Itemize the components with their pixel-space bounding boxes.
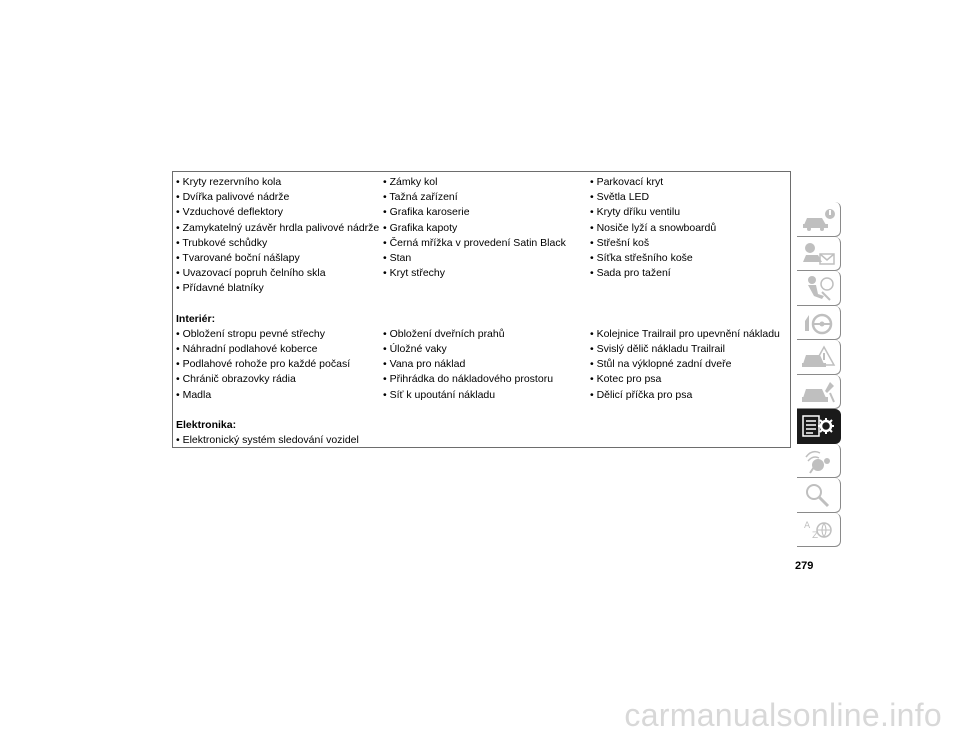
table-row	[176, 357, 790, 372]
specifications-gear-icon	[800, 412, 838, 440]
table-row	[176, 327, 790, 342]
interior-heading: Interiér:	[176, 312, 216, 325]
svg-text:A: A	[804, 520, 811, 531]
car-info-icon	[800, 205, 838, 233]
list-item: • Dělicí příčka pro psa	[590, 388, 693, 401]
table-row	[176, 251, 790, 266]
spacer	[176, 297, 790, 312]
list-item: • Vana pro náklad	[383, 358, 466, 371]
list-item: • Svislý dělič nákladu Trailrail	[590, 343, 725, 356]
list-item: • Přídavné blatníky	[176, 282, 264, 295]
list-item: • Kryty dříku ventilu	[590, 206, 681, 219]
table-row	[176, 281, 790, 296]
search-icon	[800, 481, 838, 509]
list-item: • Obložení dveřních prahů	[383, 327, 505, 340]
list-item: • Parkovací kryt	[590, 176, 664, 188]
list-item: • Chránič obrazovky rádia	[176, 373, 296, 386]
list-item: • Sada pro tažení	[590, 267, 671, 280]
tab-language[interactable]	[797, 513, 841, 548]
list-item: • Obložení stropu pevné střechy	[176, 327, 326, 340]
table-row	[176, 236, 790, 251]
language-icon	[800, 516, 838, 544]
table-row	[176, 342, 790, 357]
spacer	[176, 403, 790, 418]
electronics-heading: Elektronika:	[176, 419, 237, 431]
list-item: • Přihrádka do nákladového prostoru	[383, 373, 554, 386]
table-row	[176, 190, 790, 205]
accessories-list-box	[172, 171, 791, 448]
table-row	[176, 372, 790, 387]
watermark: carmanualsonline.info	[624, 697, 942, 733]
list-item: • Vzduchové deflektory	[176, 206, 283, 219]
tab-car-service[interactable]	[797, 375, 841, 410]
steering-wheel-icon	[800, 309, 838, 337]
tab-airbag-seat[interactable]	[797, 271, 841, 306]
list-item: • Kryt střechy	[383, 267, 446, 280]
list-item: • Grafika kapoty	[383, 221, 458, 234]
list-item: • Tažná zařízení	[383, 191, 458, 204]
list-item: • Úložné vaky	[383, 343, 447, 356]
list-item: • Náhradní podlahové koberce	[176, 343, 318, 356]
list-item: • Střešní koš	[590, 236, 650, 249]
svg-text:Z: Z	[812, 530, 819, 541]
car-service-icon	[800, 378, 838, 406]
tab-multimedia[interactable]	[797, 444, 841, 479]
list-item: • Trubkové schůdky	[176, 236, 268, 249]
chapter-tabs	[797, 202, 841, 547]
list-item	[383, 281, 590, 296]
table-row	[176, 266, 790, 281]
list-item: • Stůl na výklopné zadní dveře	[590, 358, 732, 371]
list-item: • Uvazovací popruh čelního skla	[176, 267, 326, 280]
tab-specifications[interactable]	[797, 409, 841, 444]
car-crash-icon	[800, 343, 838, 371]
list-item: • Kolejnice Trailrail pro upevnění nákladu	[590, 327, 780, 340]
multimedia-icon	[800, 447, 838, 475]
list-item: • Zámky kol	[383, 176, 438, 188]
list-item	[590, 281, 790, 296]
list-item: • Tvarované boční nášlapy	[176, 251, 300, 264]
list-item: • Madla	[176, 388, 212, 401]
car-message-icon	[800, 240, 838, 268]
list-item: • Elektronický systém sledování vozidel	[176, 434, 359, 447]
list-item: • Síť k upoutání nákladu	[383, 388, 496, 401]
list-item: • Dvířka palivové nádrže	[176, 191, 290, 204]
tab-search[interactable]	[797, 478, 841, 513]
table-row	[176, 433, 790, 448]
table-row	[176, 221, 790, 236]
list-item: • Grafika karoserie	[383, 206, 470, 219]
list-item: • Stan	[383, 251, 412, 264]
list-item: • Kotec pro psa	[590, 373, 662, 386]
list-item: • Nosiče lyží a snowboardů	[590, 221, 717, 234]
tab-car-crash[interactable]	[797, 340, 841, 375]
tab-car-info[interactable]	[797, 202, 841, 237]
list-item: • Zamykatelný uzávěr hrdla palivové nádrže	[176, 221, 380, 234]
page-number: 279	[795, 560, 814, 572]
tab-steering[interactable]	[797, 306, 841, 341]
tab-car-message[interactable]	[797, 237, 841, 272]
airbag-seat-icon	[800, 274, 838, 302]
list-item: • Síťka střešního koše	[590, 251, 693, 264]
table-row	[176, 388, 790, 403]
list-item: • Světla LED	[590, 191, 650, 204]
table-row	[176, 175, 790, 190]
list-item: • Černá mřížka v provedení Satin Black	[383, 236, 566, 249]
list-item: • Kryty rezervního kola	[176, 176, 282, 188]
list-item: • Podlahové rohože pro každé počasí	[176, 358, 351, 371]
table-row	[176, 205, 790, 220]
